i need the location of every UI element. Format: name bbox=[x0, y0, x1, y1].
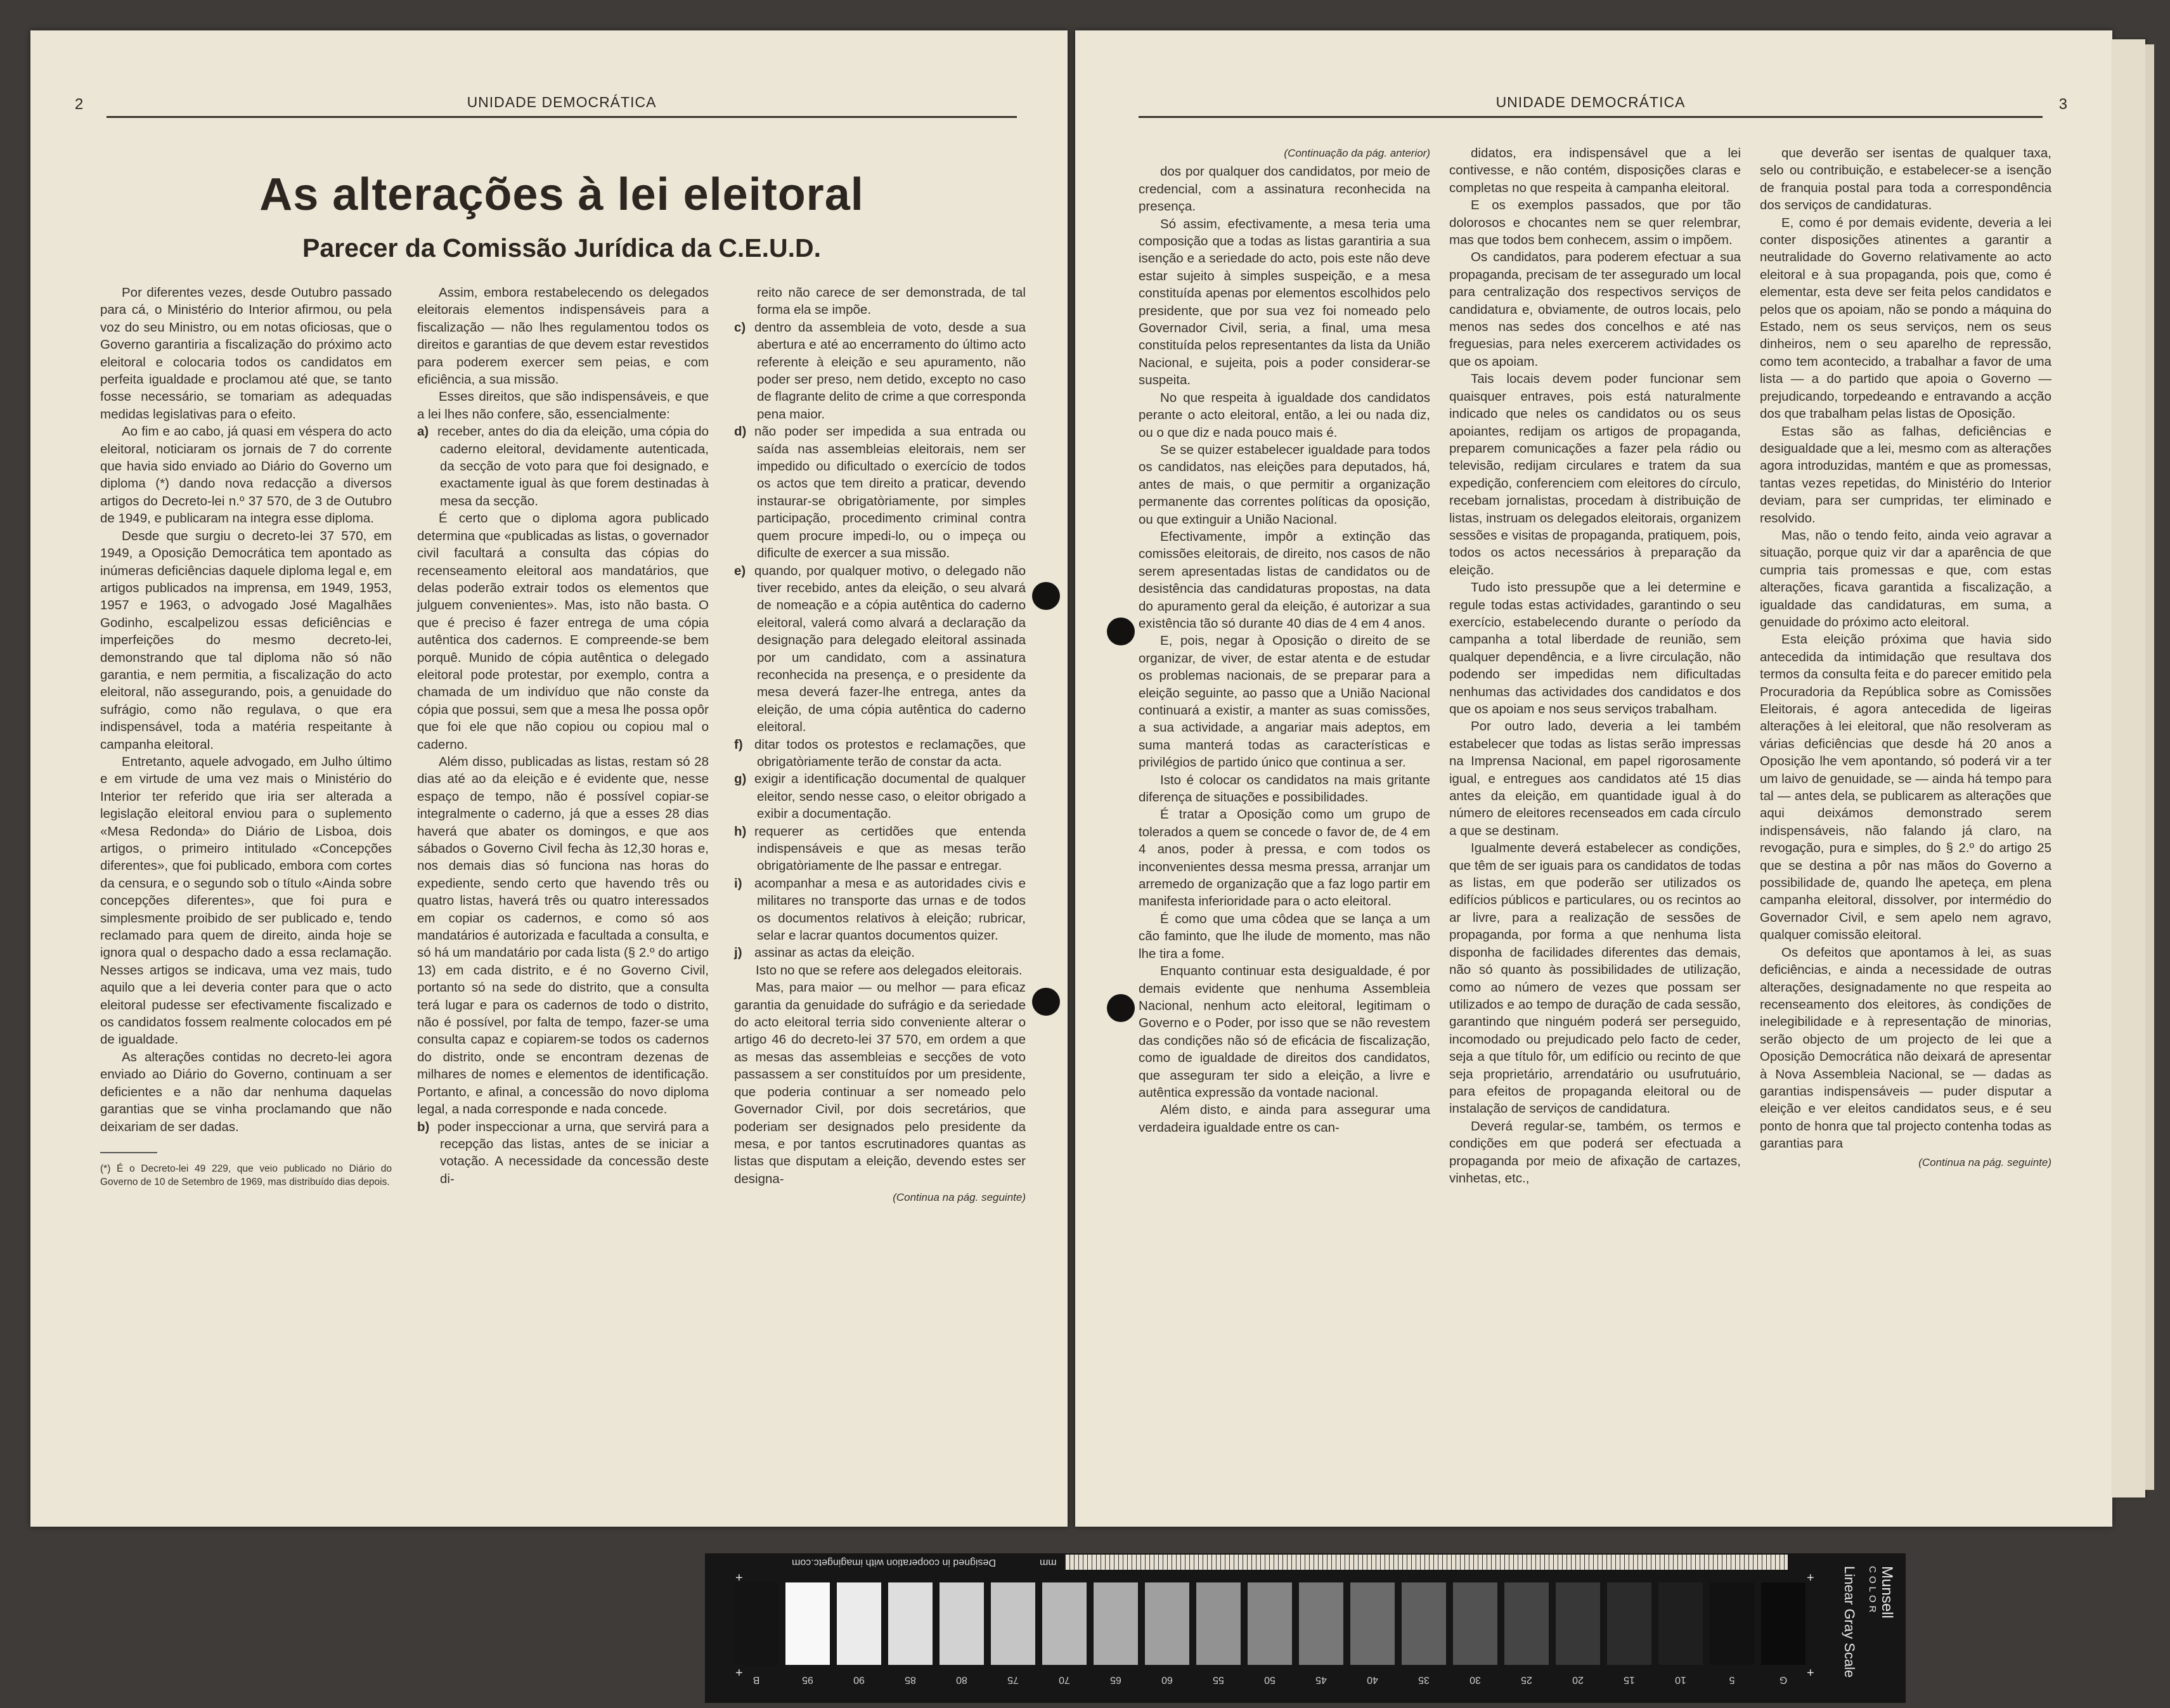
paragraph: dos por qualquer dos candidatos, por meio de credencial, com a assinatura reconhecida na presença. bbox=[1139, 164, 1430, 214]
patch-label: 25 bbox=[1521, 1674, 1532, 1685]
list-item: e) quando, por qualquer motivo, o delegado não tiver recebido, antes da eleição, o seu alvará de nomeação e a cópia autêntica do caderno eleitoral, valerá como alvará a declaração da designação para delegado eleitoral assinada por um candidato, com a assinatura reconhecida na presença, e o presidente da mesa deverá fazer-lhe entrega, antes da eleição, de uma cópia autêntica do caderno eleitoral. bbox=[734, 563, 1026, 735]
gray-patch bbox=[1350, 1582, 1395, 1665]
gray-patch bbox=[837, 1582, 881, 1665]
patch-label: 75 bbox=[1007, 1674, 1019, 1685]
gray-patch bbox=[1248, 1582, 1292, 1665]
paragraph: É certo que o diploma agora publicado determina que «publicadas as listas, o governador civil facultará a consulta das cópias do recenseamento eleitoral aos mandatários, que delas poderão extrair todos os elementos que julguem convenientes». Mas, isto não basta. O que é preciso é fazer entrega de uma cópia autêntica dos cadernos. E compreende-se bem porquê. Munido de cópia autêntica o delegado eleitoral pode protestar, por exemplo, contra a chamada de um indivíduo que não conste da cópia que possui, sem que a mesa lhe possa opôr que foi ele que não copiou ou copiou mal o caderno. bbox=[417, 511, 709, 752]
page-number: 2 bbox=[75, 96, 84, 113]
footnote-rule bbox=[100, 1152, 157, 1153]
paragraph: Isto no que se refere aos delegados eleitorais. bbox=[756, 962, 1023, 978]
paragraph: Esses direitos, que são indispensáveis, e que a lei lhes não confere, são, essencialmente: bbox=[417, 389, 709, 422]
ruler-label: mm bbox=[1040, 1557, 1057, 1568]
gray-patch bbox=[1710, 1582, 1754, 1665]
paragraph: Efectivamente, impôr a extinção das comissões eleitorais, de direito, nos casos de não serem apresentadas listas de candidatos ou de desistência das candidaturas propostas, na data do apuramento geral da eleição, é autorizar a sua existência tão só durante 40 dias de 4 em 4 anos. bbox=[1139, 529, 1430, 631]
continuation-note: (Continua na pág. seguinte) bbox=[1918, 1156, 2051, 1168]
paragraph: Entretanto, aquele advogado, em Julho último e em virtude de uma vez mais o Ministério do Interior ter referido que iria ser alterada a legislação eleitoral enviou para o suplemento «Mesa Redonda» do Diário de Lisboa, dois artigos, o primeiro intitulado «Concepções diferentes», que foi publicado, embora com cortes da censura, e o segundo sob o título «Ainda sobre concepções diferentes», que foi pura e simplesmente proibido de ser publicado e, tendo reclamado para quem de direito, ainda hoje se ignora qual o despacho dado a essa reclamação. Nesses artigos se indicava, uma vez mais, tudo aquilo que a lei deveria conter para que o acto eleitoral pudesse ser efectivamente fiscalizado e os candidatos fossem realmente colocados em pé de igualdade. bbox=[100, 754, 392, 1047]
paragraph: É como que uma côdea que se lança a um cão faminto, que lhe ilude de momento, mas não lhe tira a fome. bbox=[1139, 911, 1430, 961]
patch-label: 35 bbox=[1418, 1674, 1430, 1685]
paragraph: Se se quizer estabelecer igualdade para todos os candidatos, nas eleições para deputados, há, antes de mais, o que permitir a organização permanente das correntes políticas da oposição, ou que extinguir a União Nacional. bbox=[1139, 442, 1430, 527]
paragraph: Além disso, publicadas as listas, restam só 28 dias até ao da eleição e é evidente que, nesse espaço de tempo, não é possível copiar-se integralmente o caderno, já que a esses 28 dias haverá que abater os domingos, e que aos sábados o Governo Civil fecha às 12,30 horas e, nos demais dias só funciona nas horas do expediente, sendo certo que havendo três ou quatro listas, haverá três ou quatro interessados em copiar os cadernos, e como só aos mandatários é autorizada e facultada a consulta, e só há um mandatário por cada lista (§ 2.º do artigo 13) em cada distrito, e é no Governo Civil, portanto só na sede do distrito, que a consulta terá lugar e para os cadernos de todo o distrito, não é possível, por falta de tempo, fazer-se uma consulta capaz e copiarem-se todos os cadernos do distrito, onde se encontram dezenas de milhares de nomes e elementos de identificação. Portanto, e afinal, a concessão do novo diploma legal, a nada corresponde e nada concede. bbox=[417, 754, 709, 1117]
running-head-title: UNIDADE DEMOCRÁTICA bbox=[1495, 94, 1686, 110]
list-item: a) receber, antes do dia da eleição, uma cópia do caderno eleitoral, devidamente autenticada, da secção de voto para que foi designado, e exactamente igual às que forem destinadas à mesa da secção. bbox=[417, 424, 709, 508]
article-column-3 bbox=[1760, 145, 2051, 1171]
article-column-1 bbox=[1139, 145, 1430, 1136]
list-item: b) poder inspeccionar a urna, que servirá para a recepção das listas, antes de se iniciar a votação. A necessidade da concessão deste di- bbox=[417, 1119, 709, 1186]
gray-patch bbox=[1761, 1582, 1805, 1665]
gray-patch bbox=[734, 1582, 778, 1665]
patch-label: 55 bbox=[1213, 1674, 1224, 1685]
patch-label: 90 bbox=[853, 1674, 865, 1685]
gray-patch bbox=[1196, 1582, 1241, 1665]
paragraph: que deverão ser isentas de qualquer taxa, selo ou contribuição, e estabelecer-se a isenção de franquia postal para toda a correspondência dos serviços de candidaturas. bbox=[1760, 146, 2051, 213]
newspaper-page-left bbox=[30, 30, 1068, 1527]
designed-note: Designed in cooperation with imagingetc.com bbox=[792, 1557, 996, 1568]
column-paragraphs bbox=[1139, 163, 1430, 1136]
gray-patch bbox=[1299, 1582, 1343, 1665]
gray-patch bbox=[1556, 1582, 1600, 1665]
patch-label: B bbox=[752, 1674, 760, 1685]
paragraph: Desde que surgiu o decreto-lei 37 570, em 1949, a Oposição Democrática tem apontado as inúmeras deficiências daquele diploma legal e, em artigos publicados na imprensa, em 1949, 1953, 1957 e 1963, o advogado José Magalhães Godinho, escalpelizou essas deficiências e imperfeições do mesmo decreto-lei, demonstrando que tal diploma não só não garantia, e nem permitia, a fiscalização do acto eleitoral, não assegurando, pois, a genuidade do sufrágio, como não regulava, o que era indispensável, toda a matéria respeitante à campanha eleitoral. bbox=[100, 528, 392, 752]
continuation-note: (Continuação da pág. anterior) bbox=[1284, 147, 1430, 159]
punch-hole bbox=[1107, 618, 1135, 645]
article-column-1 bbox=[100, 284, 392, 1189]
paragraph: Esta eleição próxima que havia sido antecedida da intimidação que resultava dos termos da consulta feita e do parecer emitido pela Procuradoria da República sobre as Comissões Eleitorais, é agora antecedida de ligeiras alterações à lei eleitoral, que não resolveram as várias deficiências que desde há 20 anos a Oposição lhe vem apontando, só poderá vir a ter um laivo de genuidade, se — ainda há tempo para tal — antes dela, se publicarem as alterações que aqui deixámos demonstrado serem indispensáveis, não falando já claro, na revogação, pura e simples, do § 2.º do artigo 25 que se destina a pôr nas mãos do Governo a possibilidade de, quando lhe apeteça, em plena campanha eleitoral, dissolver, por intermédio do Governador Civil, e sem apelo nem agravo, qualquer comissão eleitoral. bbox=[1760, 632, 2051, 943]
article-column-3 bbox=[734, 284, 1026, 1207]
paragraph: Igualmente deverá estabelecer as condições, que têm de ser iguais para os candidatos de todas as listas, em que poderão ser utilizados os edifícios públicos e particulares, ou os recintos ao ar livre, para a realização de sessões de propaganda, por forma a que nenhuma lista disponha de facilidades diferentes das demais, não só quanto às possibilidades de utilização, como ao número de vezes que possam ser utilizados e ao tempo de duração de cada sessão, garantindo que ninguém poderá ser perseguido, incomodado ou prejudicado pelo facto de ceder, seja a que título fôr, um edifício ou recinto de que seja proprietário, arrendatário ou usufrutuário, para efeitos de propaganda eleitoral ou de instalação de serviços de candidatura. bbox=[1449, 841, 1741, 1116]
paragraph: Por diferentes vezes, desde Outubro passado para cá, o Ministério do Interior afirmou, ou pela voz do seu Ministro, ou em notas oficiosas, que o Governo garantiria a fiscalização do próximo acto eleitoral e colocaria todos os candidatos em perfeita igualdade e proclamou até que, se tanto fosse necessário, se tomariam as adequadas medidas legislativas para o efeito. bbox=[100, 285, 392, 422]
page-edge bbox=[2112, 39, 2145, 1498]
paragraph: Deverá regular-se, também, os termos e condições em que poderá ser efectuada a propaganda por meio de afixação de cartazes, vinhetas, etc., bbox=[1449, 1118, 1741, 1186]
column-paragraphs bbox=[734, 962, 1026, 1187]
column-paragraphs bbox=[1449, 145, 1741, 1187]
running-head bbox=[1139, 91, 2068, 118]
paragraph: reito não carece de ser demonstrada, de tal forma ela se impõe. bbox=[757, 285, 1026, 318]
patch-label: 30 bbox=[1469, 1674, 1481, 1685]
brand-name: Munsell bbox=[1878, 1566, 1896, 1619]
patch-label: 40 bbox=[1367, 1674, 1378, 1685]
article-subheadline: Parecer da Comissão Jurídica da C.E.U.D. bbox=[302, 233, 822, 262]
registration-mark-icon: + bbox=[735, 1571, 743, 1585]
patch-label: 10 bbox=[1675, 1674, 1686, 1685]
list-item: f) ditar todos os protestos e reclamações, que obrigatòriamente terão de constar da acta. bbox=[734, 737, 1026, 769]
gray-patch bbox=[1607, 1582, 1651, 1665]
patch-label: 60 bbox=[1161, 1674, 1173, 1685]
paragraph: Além disto, e ainda para assegurar uma verdadeira igualdade entre os can- bbox=[1139, 1103, 1430, 1135]
patch-label: 70 bbox=[1059, 1674, 1070, 1685]
continuation-note: (Continua na pág. seguinte) bbox=[893, 1191, 1026, 1204]
gray-patch bbox=[1145, 1582, 1189, 1665]
patch-label: 45 bbox=[1315, 1674, 1327, 1685]
scale-title: Linear Gray Scale bbox=[1842, 1566, 1857, 1678]
paragraph: Só assim, efectivamente, a mesa teria uma composição que a todas as listas garantiria a sua isenção e a seriedade do acto, pois este não deve estar sujeito à simples suspeição, e a mesa constituída apenas por elementos escolhidos pelo presidente, que por sua vez foi nomeado pelo Governador Civil, seria, a final, uma mesa constituída pelos representantes da lista da União Nacional, e sujeita, pois a poder considerar-se suspeita. bbox=[1139, 216, 1430, 388]
list-item: h) requerer as certidões que entenda indispensáveis e que as mesas terão obrigatòriamente de lhe passar e entregar. bbox=[734, 824, 1026, 874]
column-paragraphs bbox=[100, 284, 392, 1135]
paragraph: Tais locais devem poder funcionar sem quaisquer entraves, pois está naturalmente indicado que neles os candidatos ou os seus apoiantes, redijam os artigos de propaganda, preparem comunicações a fazer pela rádio ou televisão, redijam circulares e tratem da sua expedição, conferenciem com eleitores do círculo, recebam jornalistas, procedam à distribuição de listas, instruam os delegados eleitorais, organizem sessões e visitas de propaganda, pratiquem, pois, todos os actos necessários à preparação da eleição. bbox=[1449, 372, 1741, 578]
list-item: d) não poder ser impedida a sua entrada ou saída nas assembleias eleitorais, nem ser impedido ou dificultado o exercício de todos os actos que tem direito a praticar, devendo instaurar-se obrigatòriamente, por simples participação, procedimento criminal contra quem procure impedi-lo, ou o impeça ou dificulte de exercer a sua missão. bbox=[734, 424, 1026, 561]
article-headline: As alterações à lei eleitoral bbox=[259, 169, 864, 220]
registration-mark-icon: + bbox=[1807, 1571, 1814, 1585]
punch-hole bbox=[1032, 988, 1060, 1016]
patch-label: 85 bbox=[905, 1674, 916, 1685]
running-head bbox=[75, 91, 1017, 118]
column-paragraphs bbox=[1760, 145, 2051, 1153]
paragraph: Enquanto continuar esta desigualdade, é por demais evidente que nenhuma Assembleia Nacional, nenhum acto eleitoral, legitimam o Governo e o Poder, por isso que se não revestem das condições não só de eficácia de fiscalização, como de igualdade de direitos dos candidatos, que asseguram ter sido a eleição, a livre e autêntica expressão da vontade nacional. bbox=[1139, 964, 1430, 1100]
paragraph: E os exemplos passados, que por tão dolorosos e chocantes nem se quer relembrar, mas que todos bem conhecem, assim o impõem. bbox=[1449, 198, 1741, 248]
footnote: (*) É o Decreto-lei 49 229, que veio publicado no Diário do Governo de 10 de Setembro de 1969, mas distribuído dias depois. bbox=[100, 1163, 392, 1187]
list-item: c) dentro da assembleia de voto, desde a sua abertura e até ao encerramento do último acto referente à eleição e seu apuramento, não poder ser preso, nem detido, excepto no caso de flagrante delito de crime a que corresponda pena maior. bbox=[734, 320, 1026, 422]
paragraph: Mas, não o tendo feito, ainda veio agravar a situação, porque quiz vir dar a aparência de que cumpria tais promessas e que, com estas alterações, ficava garantida a fiscalização, a igualdade das candidaturas, em suma, a genuidade do próximo acto eleitoral. bbox=[1760, 527, 2051, 630]
mm-ruler bbox=[1065, 1555, 1788, 1570]
paragraph: E, pois, negar à Oposição o direito de se organizar, de viver, de estar atenta e de estudar os problemas nacionais, de se preparar para a eleição seguinte, ao passo que a União Nacional continuará a existir, a manter as suas comissões, a sua actividade, a angariar mais adeptos, em suma manterá todas as características e privilégios de partido único que continua a ser. bbox=[1139, 633, 1430, 770]
patch-label: G bbox=[1779, 1674, 1788, 1685]
page-edge bbox=[2145, 44, 2154, 1490]
newspaper-page-right bbox=[1075, 30, 2112, 1527]
running-head-title: UNIDADE DEMOCRÁTICA bbox=[467, 94, 657, 110]
gray-patch bbox=[1504, 1582, 1549, 1665]
paragraph: Os candidatos, para poderem efectuar a sua propaganda, precisam de ter assegurado um local para centralização dos respectivos serviços de candidatura e, obviamente, de outros locais, pelo menos nas sedes dos concelhos e até nas freguesias, para neles exercerem actividades os que os apoiam. bbox=[1449, 250, 1741, 369]
patch-label: 65 bbox=[1110, 1674, 1121, 1685]
paragraph: Tudo isto pressupõe que a lei determine e regule todas estas actividades, garantindo o seu exercício, estabelecendo durante o período da campanha a total liberdade de reunião, sem qualquer dependência, e a livre circulação, não podendo ser impedidas nem dificultadas nenhumas das actividades dos candidatos e dos que os apoiam e nos seus serviços trabalham. bbox=[1449, 580, 1741, 716]
column-paragraphs bbox=[417, 284, 709, 423]
gray-patch bbox=[991, 1582, 1035, 1665]
paragraph: Ao fim e ao cabo, já quasi em véspera do acto eleitoral, noticiaram os jornais de 7 do corrente que havia sido enviado ao Diário do Governo um diploma (*) dando nova redacção a diversos artigos do Decreto-lei n.º 37 570, de 3 de Outubro de 1949, e publicaram na integra esse diploma. bbox=[100, 424, 392, 526]
page-number: 3 bbox=[2058, 96, 2068, 113]
paragraph: No que respeita à igualdade dos candidatos perante o acto eleitoral, então, a lei ou nada diz, ou o que diz e nada pouco mais é. bbox=[1139, 390, 1430, 440]
gray-patch bbox=[1658, 1582, 1703, 1665]
paragraph: Assim, embora restabelecendo os delegados eleitorais elementos indispensáveis para a fiscalização — não lhes regulamentou todos os direitos e garantias de que devem estar revestidos para poderem exercer sem peias, e com eficiência, a sua missão. bbox=[417, 285, 709, 387]
gray-patch bbox=[1453, 1582, 1497, 1665]
paragraph: Estas são as falhas, deficiências e desigualdade que a lei, mesmo com as alterações agora introduzidas, mantém e que as promessas, tantas vezes repetidas, do Ministério do Interior deviam, para ser cumpridas, ter eliminado e resolvido. bbox=[1760, 424, 2051, 526]
patch-label: 80 bbox=[956, 1674, 967, 1685]
paragraph: Mas, para maior — ou melhor — para eficaz garantia da genuidade do sufrágio e da seriedade do acto eleitoral terria sido conveniente alterar o artigo 46 do decreto-lei 37 570, em ordem a que as mesas das assembleias e secções de voto passassem a ser constituídos por um presidente, que poderia continuar a ser nomeado pelo Governador Civil, por dois secretários, que poderiam ser designados pelo presidente da mesa, e por tantos escrutinadores quantas as listas que disputam a eleição, devendo estes ser designa- bbox=[734, 980, 1026, 1186]
gray-patch bbox=[785, 1582, 830, 1665]
article-column-2 bbox=[1449, 145, 1741, 1187]
paragraph: As alterações contidas no decreto-lei agora enviado ao Diário do Governo, continuam a ser deficientes e a não dar nenhuma daquelas garantias que se vinha proclamando que não deixariam de ser dadas. bbox=[100, 1049, 392, 1134]
paragraph: É tratar a Oposição como um grupo de tolerados a quem se concede o favor de, de 4 em 4 anos, poder à pressa, e com todos os inconvenientes dessa mesma pressa, arranjar um arremedo de organização que a faz logo partir em manifesta inferioridade para o acto eleitoral. bbox=[1139, 807, 1430, 909]
registration-mark-icon: + bbox=[735, 1666, 743, 1680]
paragraph: E, como é por demais evidente, deveria a lei conter disposições atinentes a garantir a neutralidade do Governo relativamente ao acto eleitoral e à sua propaganda, pois que, como é elementar, esta deve ser feita pelos candidatos e pelos que os apoiam, não se pondo a máquina do Estado, nem os seus serviços, nem os seus dinheiros, nem o seu aparelho de repressão, como tem acontecido, a trabalhar a favor de uma lista — a do partido que apoia o Governo — prejudicando, torpedeando e entravando a acção dos que trabalham pelas listas de Oposição. bbox=[1760, 215, 2051, 422]
registration-mark-icon: + bbox=[1807, 1666, 1814, 1680]
article-column-2 bbox=[417, 284, 709, 1187]
paragraph: Os defeitos que apontamos à lei, as suas deficiências, e ainda a necessidade de outras alterações, designadamente no que respeita ao recenseamento dos eleitores, às condições de inelegibilidade e à representação de minorias, serão objecto de um projecto de lei que a Oposição Democrática não deixará de apresentar à Nova Assembleia Nacional, se — dadas as garantias indispensáveis — puder disputar a eleição e ver eleitos candidatos seus, e é seu ponto de honra que tal projecto contenha todas as garantias para bbox=[1760, 945, 2051, 1151]
gray-patch bbox=[940, 1582, 984, 1665]
list-item: i) acompanhar a mesa e as autoridades civis e militares no transporte das urnas e de todos os documentos relativos à eleição; rubricar, selar e lacrar quantos documentos quizer. bbox=[734, 876, 1026, 943]
patch-label: 15 bbox=[1624, 1674, 1635, 1685]
patch-label: 5 bbox=[1729, 1674, 1735, 1685]
patch-label: 50 bbox=[1264, 1674, 1276, 1685]
punch-hole bbox=[1032, 582, 1060, 610]
gray-patch bbox=[888, 1582, 933, 1665]
column-paragraphs bbox=[417, 510, 709, 1118]
brand-subtitle: COLOR bbox=[1867, 1566, 1878, 1616]
punch-hole bbox=[1107, 994, 1135, 1022]
paragraph: didatos, era indispensável que a lei contivesse, e não contém, disposições claras e completas no que respeita à campanha eleitoral. bbox=[1449, 146, 1741, 195]
list-item: g) exigir a identificação documental de qualquer eleitor, sendo nesse caso, o eleitor obrigado a exibir a documentação. bbox=[734, 772, 1026, 822]
paragraph: Isto é colocar os candidatos na mais gritante diferença de situações e possibilidades. bbox=[1139, 772, 1430, 805]
gray-patch bbox=[1042, 1582, 1087, 1665]
gray-patch bbox=[1402, 1582, 1446, 1665]
patch-label: 20 bbox=[1572, 1674, 1584, 1685]
list-item: j) assinar as actas da eleição. bbox=[734, 945, 915, 961]
patch-label: 95 bbox=[802, 1674, 813, 1685]
gray-patch bbox=[1094, 1582, 1138, 1665]
paragraph: Por outro lado, deveria a lei também estabelecer que todas as listas serão impressas na Imprensa Nacional, em papel rigorosamente igual, e entregues aos candidatos até 15 dias antes da eleição, em quantidade igual à do número de eleitores recenseados em cada círculo a que se destinam. bbox=[1449, 719, 1741, 838]
column-list bbox=[734, 319, 1026, 962]
